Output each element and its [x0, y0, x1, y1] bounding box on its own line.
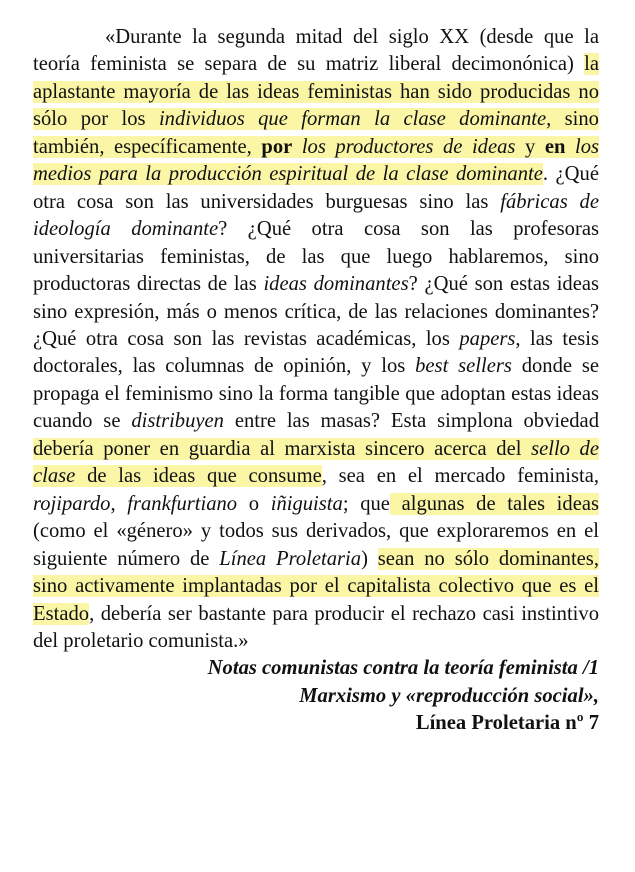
quote-text: «Durante la segunda mitad del siglo XX (desde que la teoría feminista se separa de su matriz liberal decimonónica) [33, 26, 599, 76]
italic-text: best sellers [415, 355, 512, 378]
highlighted-text: de las ideas que consume [75, 465, 322, 488]
italic-text: fábricas de ideología dominante [33, 190, 599, 241]
italic-text: rojipardo [33, 492, 111, 515]
attribution-title: Notas comunistas contra la teoría feminista /1 [207, 657, 599, 680]
quote-paragraph [33, 24, 599, 655]
quote-text: (como el «género» y todos sus derivados, que exploraremos en el siguiente número de [33, 520, 599, 570]
highlighted-italic-text: individuos que forman la clase dominante [158, 108, 547, 131]
highlighted-text [565, 136, 575, 158]
italic-text: ideas dominantes [263, 273, 409, 296]
quote-text: ) [361, 547, 378, 570]
attribution [33, 655, 599, 737]
quote-text: , [110, 492, 128, 515]
highlighted-bold-text: por [261, 135, 293, 158]
highlighted-bold-text: en [544, 135, 566, 158]
quote-text: donde se propaga el feminismo sino la forma tangible que adoptan estas ideas cuando se [33, 355, 600, 433]
attribution-source: Línea Proletaria nº 7 [415, 712, 599, 735]
highlighted-italic-text: sello de clase [33, 437, 599, 488]
quote-text: , las tesis doctorales, las columnas de opinión, y los [33, 327, 599, 378]
quote-text: ? ¿Qué son estas ideas sino expresión, más o menos crítica, de las relaciones dominantes? ¿Qué otra cosa son las revistas académicas, los [33, 273, 600, 350]
italic-text: distribuyen [131, 410, 224, 433]
quote-text: ? ¿Qué otra cosa son las profesoras universitarias feministas, de las que luego hablaremos, sino productoras directas de las [33, 218, 599, 296]
quote-text: entre las masas? Esta simplona obviedad [223, 410, 599, 433]
italic-text: papers [459, 327, 516, 350]
quote-text: . ¿Qué otra cosa son las universidades burguesas sino las [33, 163, 599, 213]
highlighted-text: y [515, 135, 545, 158]
highlighted-text: debería poner en guardia al marxista sincero acerca del [33, 437, 532, 460]
quote-text: ; que [342, 492, 390, 515]
highlighted-text [292, 136, 302, 158]
quote-text: o [237, 492, 271, 515]
highlighted-italic-text: los productores de ideas [301, 135, 516, 158]
italic-text: Línea Proletaria [219, 547, 362, 570]
quote-text: , debería ser bastante para producir el rechazo casi instintivo del proletario comunista.» [33, 602, 599, 652]
highlighted-text: la aplastante mayoría de las ideas feministas han sido producidas no sólo por los [33, 53, 600, 131]
attribution-subtitle: Marxismo y «reproducción social», [299, 684, 599, 707]
italic-text: iñiguista [270, 492, 343, 515]
italic-text: frankfurtiano [127, 492, 238, 515]
highlighted-text: sean no sólo dominantes, sino activamente implantadas por el capitalista colectivo que es el Estado [33, 547, 599, 625]
highlighted-text: algunas de tales ideas [389, 492, 599, 515]
quote-text [574, 53, 584, 75]
highlighted-italic-text: los medios para la producción espiritual de la clase dominante [33, 135, 600, 186]
quote-text: , sea en el mercado feminista, [321, 465, 599, 488]
highlighted-text: , sino también, específicamente, [33, 108, 599, 158]
